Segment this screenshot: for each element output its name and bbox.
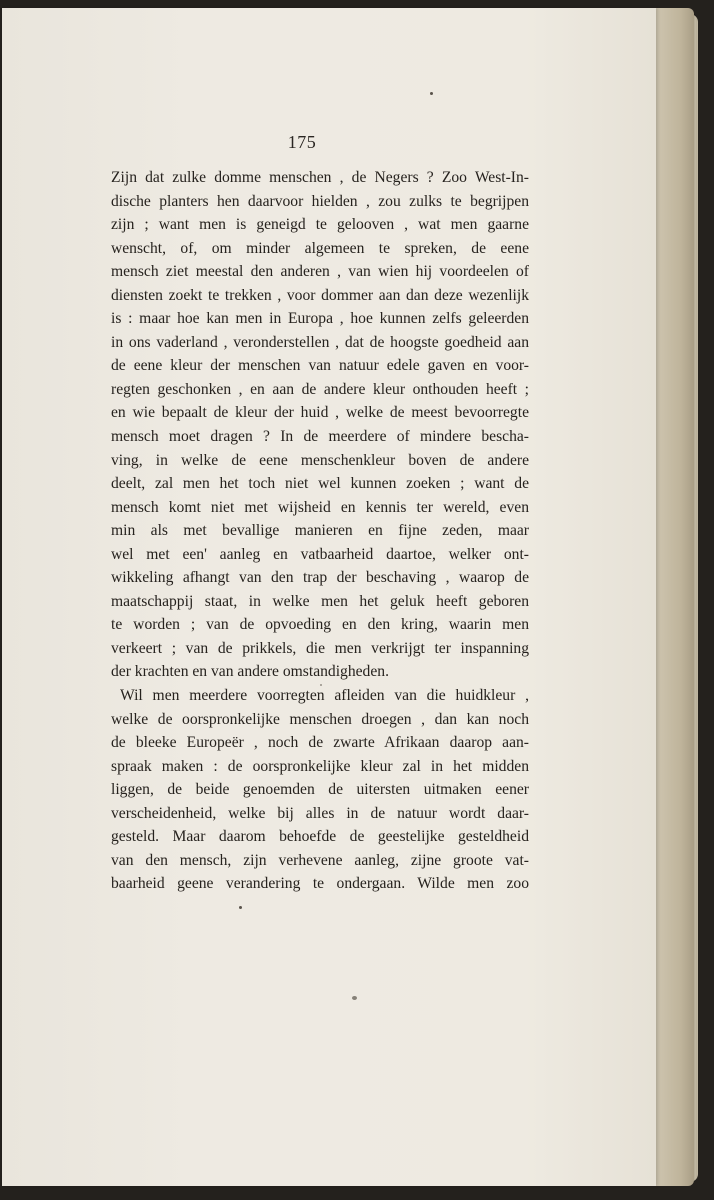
text-line: deelt, zal men het toch niet wel kunnen zoeken ; want de: [111, 475, 529, 493]
paper-speck: [320, 684, 322, 686]
text-line: spraak maken : de oorspronkelijke kleur zal in het midden: [111, 757, 529, 775]
text-line: ving, in welke de eene menschenkleur boven de andere: [111, 451, 529, 469]
text-line: diensten zoekt te trekken , voor dommer aan dan deze wezenlijk: [111, 286, 529, 304]
paper-page: [2, 8, 656, 1186]
text-line: mensch moet dragen ? In de meerdere of mindere bescha-: [111, 428, 529, 446]
text-line: de eene kleur der menschen van natuur edele gaven en voor-: [111, 357, 529, 375]
text-line: min als met bevallige manieren en fijne zeden, maar: [111, 522, 529, 540]
paper-speck: [430, 92, 433, 95]
text-line: Zijn dat zulke domme menschen , de Negers ? Zoo West-In-: [111, 169, 529, 186]
text-line: verkeert ; van de prikkels, die men verkrijgt ter inspanning: [111, 639, 529, 657]
text-line: wel met een' aanleg en vatbaarheid daartoe, welker ont-: [111, 545, 529, 563]
text-line: wikkeling afhangt van den trap der beschaving , waarop de: [111, 569, 529, 587]
text-line: is : maar hoe kan men in Europa , hoe kunnen zelfs geleerden: [111, 310, 529, 328]
text-line: der krachten en van andere omstandigheden.: [111, 663, 389, 681]
text-line: mensch ziet meestal den anderen , van wien hij voordeelen of: [111, 263, 529, 281]
body-text: [111, 166, 529, 896]
paper-speck: [239, 906, 242, 909]
page-number: 175: [287, 132, 317, 152]
text-line: zijn ; want men is geneigd te gelooven , wat men gaarne: [111, 216, 529, 234]
text-line: maatschappij staat, in welke men het geluk heeft geboren: [111, 592, 529, 610]
text-line: in ons vaderland , veronderstellen , dat de hoogste goedheid aan: [111, 333, 529, 351]
text-line: welke de oorspronkelijke menschen droegen , dan kan noch: [111, 710, 529, 728]
text-line: liggen, de beide genoemden de uitersten uitmaken eener: [111, 781, 529, 799]
text-line: wenscht, of, om minder algemeen te spreken, de eene: [111, 239, 529, 257]
text-line: baarheid geene verandering te ondergaan. Wilde men zoo: [111, 875, 529, 893]
text-line: mensch komt niet met wijsheid en kennis ter wereld, even: [111, 498, 529, 516]
text-line: regten geschonken , en aan de andere kleur onthouden heeft ;: [111, 380, 529, 398]
paper-speck: [352, 996, 357, 1000]
paragraph-start-line: Wil men meerdere voorregten afleiden van die huidkleur ,: [120, 687, 529, 705]
text-line: en wie bepaalt de kleur der huid , welke de meest bevoorregte: [111, 404, 529, 422]
text-line: verscheidenheid, welke bij alles in de natuur wordt daar-: [111, 804, 529, 822]
text-line: te worden ; van de opvoeding en den kring, waarin men: [111, 616, 529, 634]
text-line: van den mensch, zijn verhevene aanleg, zijne groote vat-: [111, 851, 529, 869]
text-line: dische planters hen daarvoor hielden , zou zulks te begrijpen: [111, 192, 529, 210]
text-line: de bleeke Europeër , noch de zwarte Afrikaan daarop aan-: [111, 734, 529, 752]
text-line: gesteld. Maar daarom behoefde de geestelijke gesteldheid: [111, 828, 529, 846]
